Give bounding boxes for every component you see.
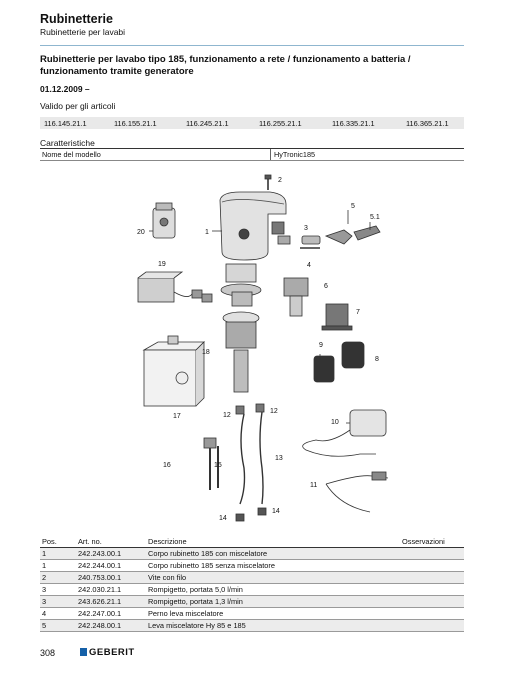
callout-label: 14 xyxy=(219,515,227,522)
article-number: 116.155.21.1 xyxy=(114,119,157,128)
screw-part xyxy=(265,175,271,190)
characteristics-rule-bottom xyxy=(40,160,464,161)
article-number: 116.365.21.1 xyxy=(406,119,449,128)
callout-label: 13 xyxy=(275,455,283,462)
control-box-part xyxy=(144,336,204,406)
cell-art-no: 243.626.21.1 xyxy=(76,596,146,608)
callout-label: 14 xyxy=(272,508,280,515)
exploded-view-diagram xyxy=(0,162,510,532)
characteristics-heading: Caratteristiche xyxy=(40,138,95,148)
mounting-housing-part xyxy=(221,264,261,392)
cell-remarks xyxy=(400,596,464,608)
cell-pos: 2 xyxy=(40,572,76,584)
cell-description: Leva miscelatore Hy 85 e 185 xyxy=(146,620,400,632)
mounting-bracket-part xyxy=(284,278,308,316)
callout-label: 12 xyxy=(270,408,278,415)
fitting-part xyxy=(236,514,244,521)
callout-label: 18 xyxy=(202,349,210,356)
nut-part xyxy=(236,406,244,414)
product-title: Rubinetterie per lavabo tipo 185, funzionamento a rete / funzionamento a batteria / funzionamento tramite generatore xyxy=(40,54,411,77)
cell-description: Rompigetto, portata 5,0 l/min xyxy=(146,584,400,596)
cell-remarks xyxy=(400,548,464,560)
table-row xyxy=(40,560,464,572)
header-divider xyxy=(40,45,464,46)
table-row xyxy=(40,548,464,560)
model-value: HyTronic185 xyxy=(274,150,316,159)
article-numbers-row xyxy=(40,117,464,129)
brand-logo xyxy=(80,647,135,658)
cell-pos: 1 xyxy=(40,560,76,572)
table-header-row xyxy=(40,536,464,548)
cell-remarks xyxy=(400,572,464,584)
callout-label: 8 xyxy=(375,356,379,363)
cell-description: Corpo rubinetto 185 con miscelatore xyxy=(146,548,400,560)
cell-art-no: 242.030.21.1 xyxy=(76,584,146,596)
callout-label: 4 xyxy=(307,262,311,269)
cell-description: Vite con filo xyxy=(146,572,400,584)
validity-date: 01.12.2009 – xyxy=(40,84,90,94)
column-header: Descrizione xyxy=(146,536,400,548)
battery-box-part xyxy=(138,272,212,302)
callout-label: 10 xyxy=(331,419,339,426)
cell-art-no: 242.247.00.1 xyxy=(76,608,146,620)
connection-hose-part xyxy=(240,412,263,504)
article-number: 116.255.21.1 xyxy=(259,119,302,128)
valid-articles-label: Valido per gli articoli xyxy=(40,101,116,111)
section-title: Rubinetterie xyxy=(40,12,113,26)
characteristics-rule-top xyxy=(40,148,464,149)
column-header: Osservazioni xyxy=(400,536,464,548)
section-subtitle: Rubinetterie per lavabi xyxy=(40,27,126,37)
table-row xyxy=(40,608,464,620)
cell-remarks xyxy=(400,608,464,620)
cell-description: Perno leva miscelatore xyxy=(146,608,400,620)
cell-remarks xyxy=(400,560,464,572)
table-row xyxy=(40,596,464,608)
cell-pos: 5 xyxy=(40,620,76,632)
page-number: 308 xyxy=(40,648,56,658)
callout-label: 15 xyxy=(214,462,222,469)
callout-label: 2 xyxy=(278,177,282,184)
cell-pos: 1 xyxy=(40,548,76,560)
callout-label: 16 xyxy=(163,462,171,469)
callout-label: 6 xyxy=(324,283,328,290)
aerator-part xyxy=(272,222,290,244)
cell-art-no: 240.753.00.1 xyxy=(76,572,146,584)
callout-label: 17 xyxy=(173,413,181,420)
logo-square-icon xyxy=(80,648,87,656)
battery-part xyxy=(314,356,334,382)
cell-art-no: 242.244.00.1 xyxy=(76,560,146,572)
solenoid-valve-part xyxy=(149,203,175,238)
cell-description: Rompigetto, portata 1,3 l/min xyxy=(146,596,400,608)
article-number: 116.335.21.1 xyxy=(332,119,375,128)
spare-parts-table xyxy=(40,536,464,632)
cell-art-no: 242.248.00.1 xyxy=(76,620,146,632)
cell-remarks xyxy=(400,620,464,632)
callout-label: 19 xyxy=(158,261,166,268)
nut-part xyxy=(256,404,264,412)
model-label: Nome del modello xyxy=(42,150,101,159)
callout-label: 20 xyxy=(137,229,145,236)
table-row xyxy=(40,584,464,596)
power-transformer-part xyxy=(303,410,386,456)
article-number: 116.245.21.1 xyxy=(186,119,229,128)
article-number: 116.145.21.1 xyxy=(44,119,87,128)
mixer-lever-part xyxy=(302,226,380,244)
cell-art-no: 242.243.00.1 xyxy=(76,548,146,560)
cell-pos: 3 xyxy=(40,584,76,596)
brand-name: GEBERIT xyxy=(89,647,135,658)
generator-cable-part xyxy=(326,472,388,512)
fitting-part xyxy=(258,508,266,515)
fixing-clamp-part xyxy=(322,304,352,330)
cell-pos: 4 xyxy=(40,608,76,620)
callout-label: 3 xyxy=(304,225,308,232)
model-row xyxy=(40,150,464,160)
cell-remarks xyxy=(400,584,464,596)
table-row xyxy=(40,572,464,584)
cell-description: Corpo rubinetto 185 senza miscelatore xyxy=(146,560,400,572)
cell-pos: 3 xyxy=(40,596,76,608)
callout-label: 7 xyxy=(356,309,360,316)
callout-label: 12 xyxy=(223,412,231,419)
callout-label: 9 xyxy=(319,342,323,349)
column-header: Pos. xyxy=(40,536,76,548)
table-row xyxy=(40,620,464,632)
column-header: Art. no. xyxy=(76,536,146,548)
battery-cover-part xyxy=(342,342,364,368)
model-separator xyxy=(270,149,271,160)
callout-label: 1 xyxy=(205,229,209,236)
callout-label: 11 xyxy=(310,482,318,489)
callout-label: 5.1 xyxy=(370,214,380,221)
callout-label: 5 xyxy=(351,203,355,210)
